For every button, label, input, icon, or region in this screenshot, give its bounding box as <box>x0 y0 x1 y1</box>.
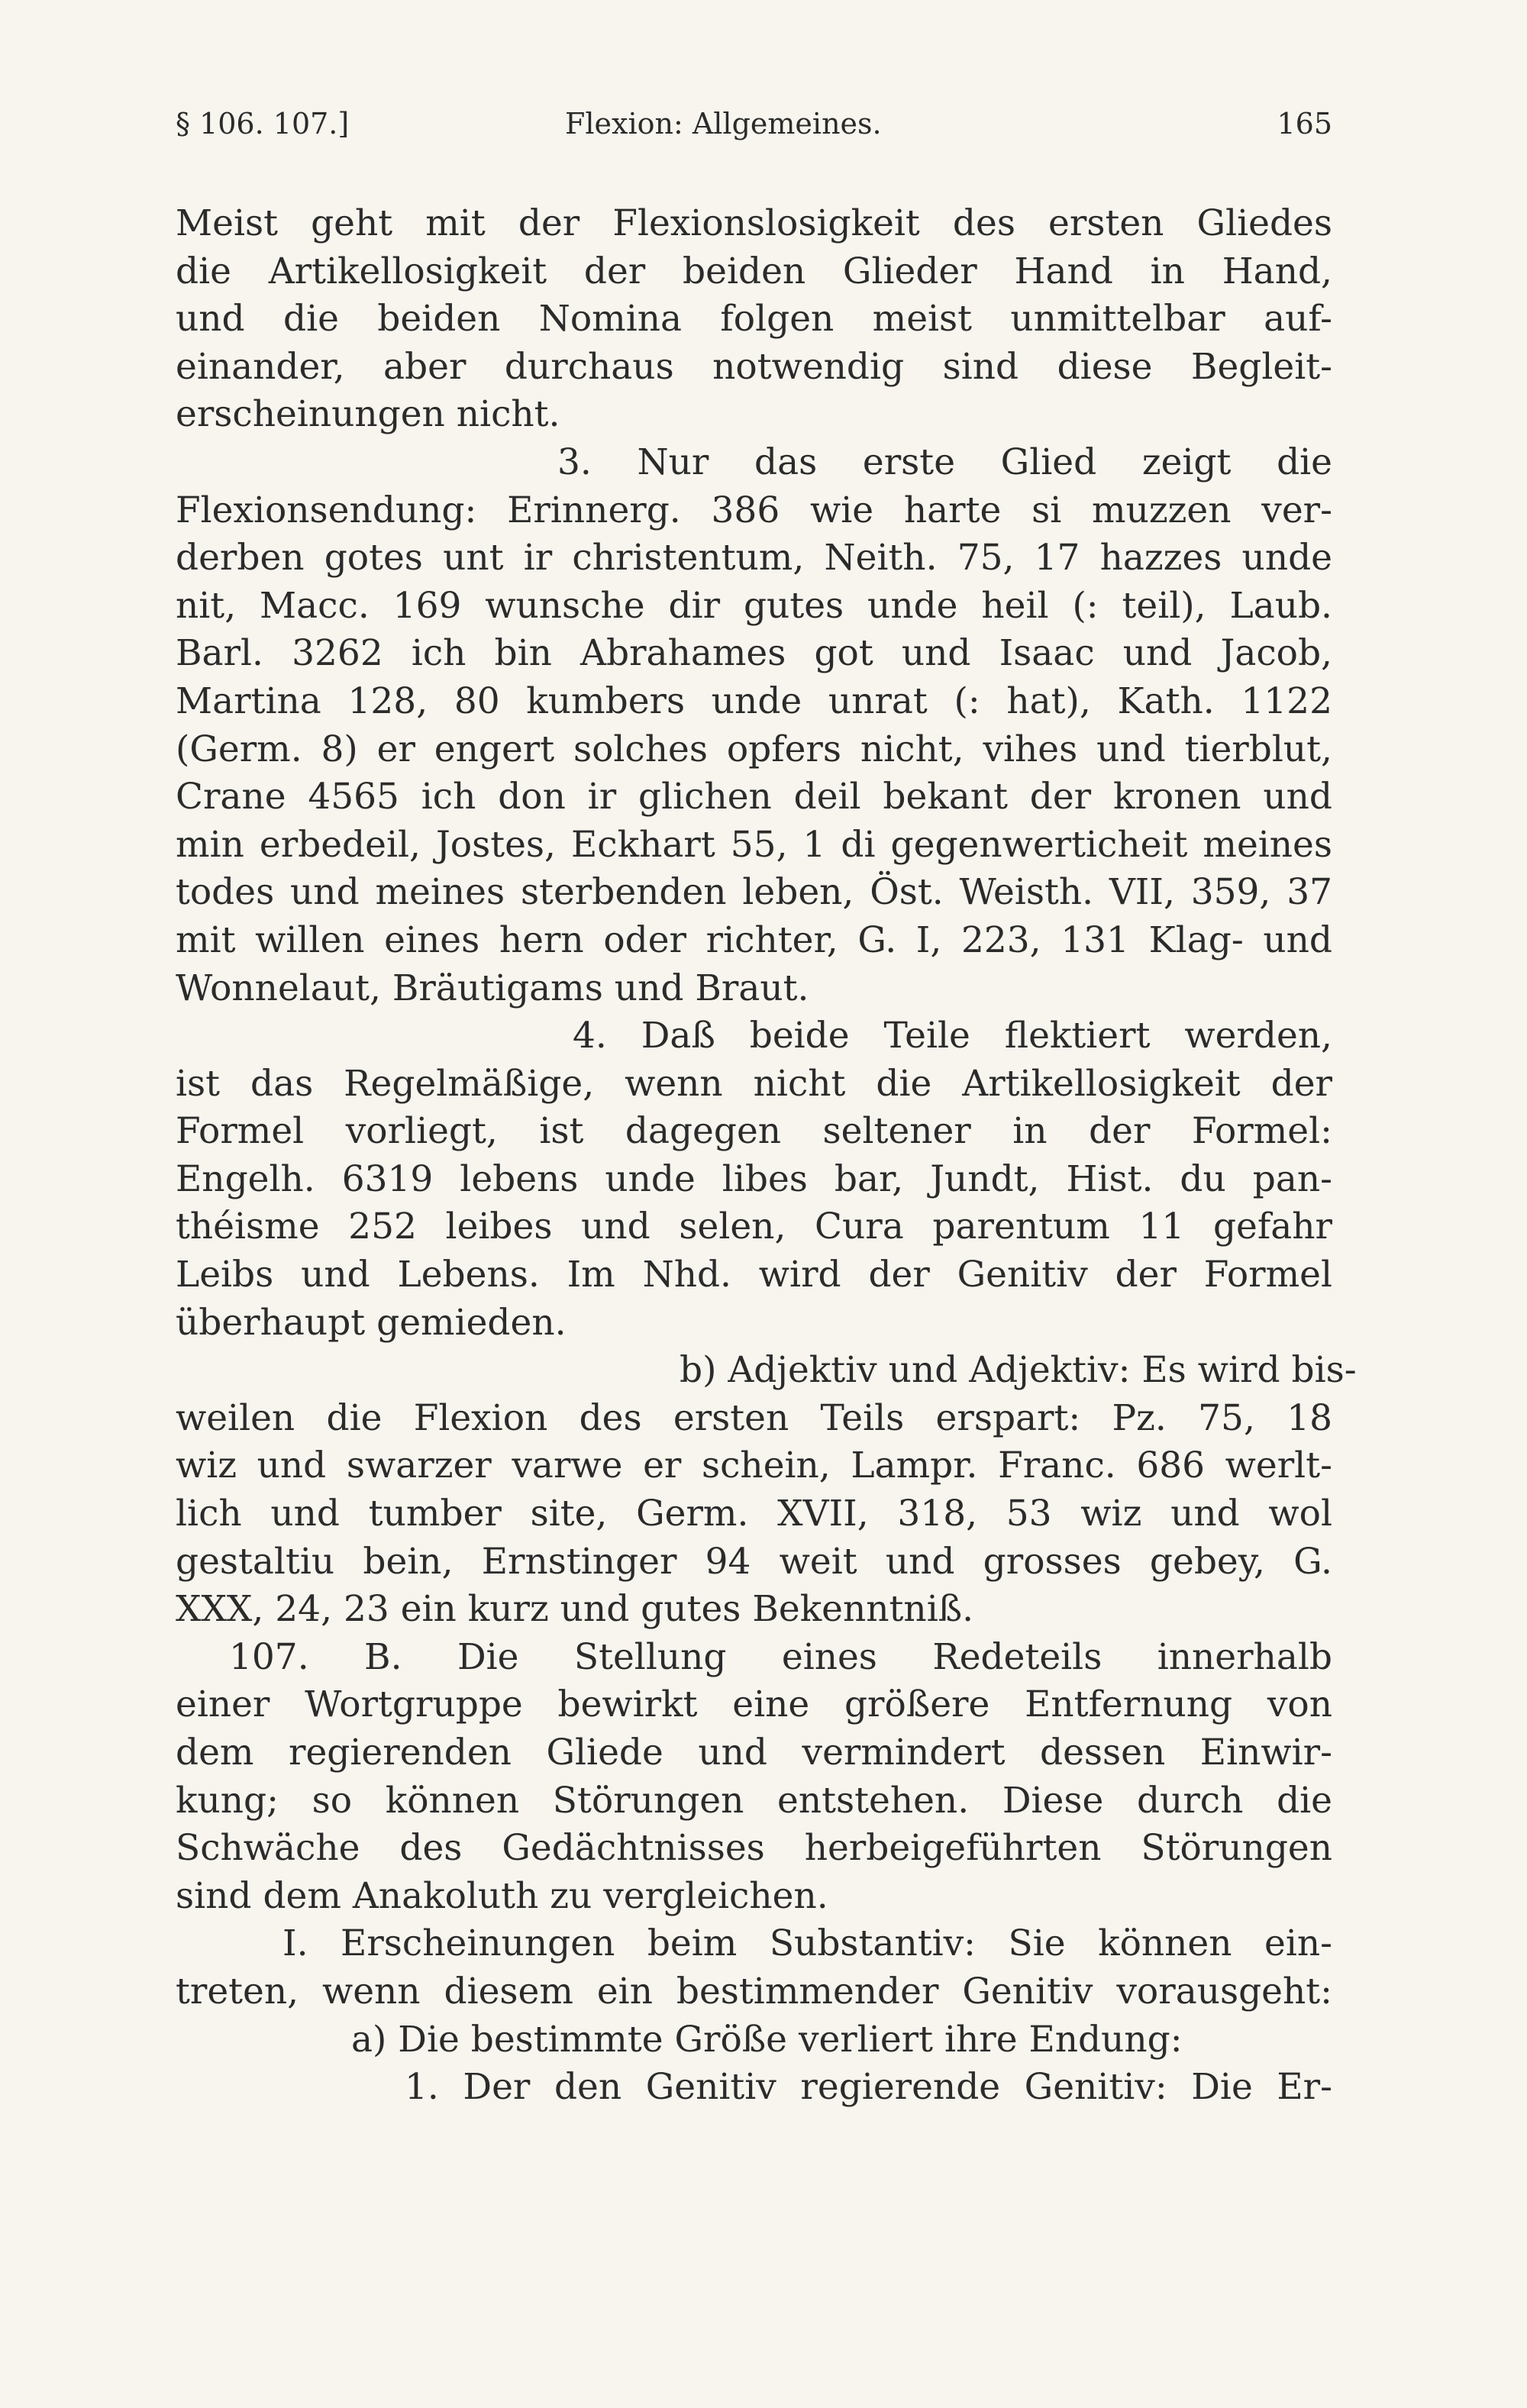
text-line: XXX, 24, 23 ein kurz und gutes Bekenntniß. <box>176 1588 974 1631</box>
text-line: wiz und swarzer varwe er schein, Lampr. Franc. 686 werlt- <box>176 1444 1332 1487</box>
text-line: sind dem Anakoluth zu vergleichen. <box>176 1874 828 1917</box>
section-reference: § 106. 107.] <box>176 107 350 140</box>
text-line: derben gotes unt ir christentum, Neith. 75, 17 hazzes unde <box>176 537 1332 579</box>
text-line: 3. Nur das erste Glied zeigt die <box>557 441 1332 483</box>
section-107-heading-line: 107. B. Die Stellung eines Redeteils innerhalb <box>229 1635 1332 1678</box>
chapter-title: Flexion: Allgemeines. <box>565 107 882 140</box>
text-line: nit, Macc. 169 wunsche dir gutes unde heil (: teil), Laub. <box>176 584 1332 627</box>
text-line: b) Adjektiv und Adjektiv: Es wird bis- <box>680 1349 1357 1392</box>
page-number: 165 <box>1277 107 1332 140</box>
text-line: théisme 252 leibes und selen, Cura parentum 11 gefahr <box>176 1206 1332 1248</box>
text-line: Martina 128, 80 kumbers unde unrat (: hat), Kath. 1122 <box>176 679 1332 722</box>
text-line: treten, wenn diesem ein bestimmender Genitiv vorausgeht: <box>176 1970 1332 2013</box>
text-line: Crane 4565 ich don ir glichen deil bekant der kronen und <box>176 776 1332 818</box>
text-line: I. Erscheinungen beim Substantiv: Sie können ein- <box>282 1922 1332 1965</box>
text-line: Flexionsendung: Erinnerg. 386 wie harte si muzzen ver- <box>176 489 1332 531</box>
text-line: Leibs und Lebens. Im Nhd. wird der Genitiv der Formel <box>176 1254 1332 1296</box>
running-header <box>176 107 1332 153</box>
text-line: Engelh. 6319 lebens unde libes bar, Jundt, Hist. du pan- <box>176 1157 1332 1200</box>
text-line: gestaltiu bein, Ernstinger 94 weit und grosses gebey, G. <box>176 1540 1332 1583</box>
text-line: kung; so können Störungen entstehen. Diese durch die <box>176 1779 1332 1822</box>
text-line: die Artikellosigkeit der beiden Glieder Hand in Hand, <box>176 250 1332 292</box>
text-line: einer Wortgruppe bewirkt eine größere Entfernung von <box>176 1683 1332 1726</box>
text-line: und die beiden Nomina folgen meist unmittelbar auf- <box>176 298 1332 341</box>
text-line: 1. Der den Genitiv regierende Genitiv: Die Er- <box>405 2066 1332 2109</box>
text-line: weilen die Flexion des ersten Teils erspart: Pz. 75, 18 <box>176 1396 1332 1439</box>
text-line: lich und tumber site, Germ. XVII, 318, 53 wiz und wol <box>176 1493 1332 1535</box>
text-line: Schwäche des Gedächtnisses herbeigeführten Störungen <box>176 1827 1332 1870</box>
text-line: Meist geht mit der Flexionslosigkeit des ersten Gliedes <box>176 202 1332 244</box>
text-line: ist das Regelmäßige, wenn nicht die Artikellosigkeit der <box>176 1062 1332 1105</box>
text-line: 4. Daß beide Teile flektiert werden, <box>573 1015 1332 1057</box>
text-line: (Germ. 8) er engert solches opfers nicht, vihes und tierblut, <box>176 728 1332 770</box>
text-line: dem regierenden Gliede und vermindert dessen Einwir- <box>176 1732 1332 1774</box>
text-line: überhaupt gemieden. <box>176 1301 567 1344</box>
text-line: erscheinungen nicht. <box>176 393 560 436</box>
text-line: einander, aber durchaus notwendig sind diese Begleit- <box>176 345 1332 388</box>
text-line: Wonnelaut, Bräutigams und Braut. <box>176 967 809 1009</box>
text-line: todes und meines sterbenden leben, Öst. Weisth. VII, 359, 37 <box>176 871 1332 914</box>
text-line: Formel vorliegt, ist dagegen seltener in der Formel: <box>176 1110 1332 1153</box>
text-line: a) Die bestimmte Größe verliert ihre Endung: <box>351 2018 1183 2061</box>
text-line: mit willen eines hern oder richter, G. I, 223, 131 Klag- und <box>176 918 1332 961</box>
text-line: min erbedeil, Jostes, Eckhart 55, 1 di gegenwerticheit meines <box>176 823 1332 866</box>
body-text <box>176 200 1357 2112</box>
text-line: Barl. 3262 ich bin Abrahames got und Isaac und Jacob, <box>176 632 1332 675</box>
